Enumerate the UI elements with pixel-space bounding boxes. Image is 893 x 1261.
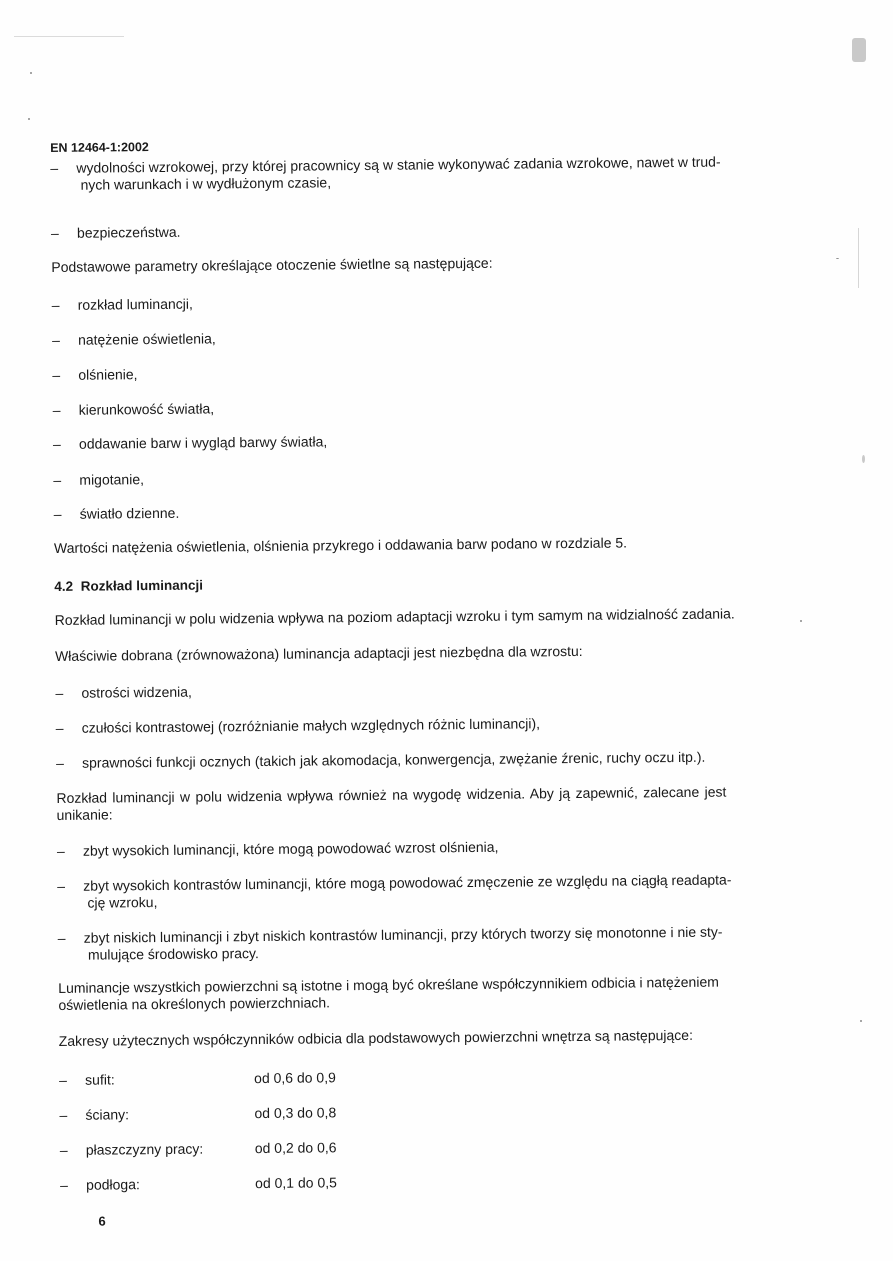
scan-speckle bbox=[28, 118, 30, 120]
list-item-continuation: cję wzroku, bbox=[87, 894, 158, 911]
scan-speckle bbox=[800, 620, 802, 622]
list-item-continuation: nych warunkach i w wydłużonym czasie, bbox=[80, 174, 332, 193]
reflectance-row: – ściany: bbox=[59, 1106, 130, 1123]
reflectance-row: – płaszczyzny pracy: bbox=[59, 1140, 204, 1158]
list-item: – czułości kontrastowej (rozróżnianie małych względnych różnic luminancji), bbox=[55, 715, 541, 736]
list-item: – zbyt niskich luminancji i zbyt niskich kontrastów luminancji, przy których tworzy się monotonne i nie sty- bbox=[57, 923, 723, 946]
list-item: – olśnienie, bbox=[52, 366, 138, 383]
reflectance-row: – podłoga: bbox=[60, 1176, 140, 1193]
reflectance-row: – sufit: bbox=[59, 1071, 115, 1088]
section-heading: 4.2 Rozkład luminancji bbox=[54, 577, 204, 594]
list-item: – migotanie, bbox=[53, 471, 145, 488]
list-item: – natężenie oświetlenia, bbox=[51, 330, 216, 348]
paragraph-continuation: oświetlenia na określonych powierzchniach. bbox=[58, 994, 331, 1013]
paragraph: Podstawowe parametry określające otoczenie świetlne są następujące: bbox=[51, 254, 493, 275]
page-number: 6 bbox=[98, 1213, 106, 1229]
reflectance-range: od 0,3 do 0,8 bbox=[254, 1104, 337, 1122]
scan-speckle bbox=[860, 1020, 862, 1022]
list-item: – zbyt wysokich kontrastów luminancji, które mogą powodować zmęczenie ze względu na ciągłą readapta- bbox=[57, 871, 732, 894]
document-header: EN 12464-1:2002 bbox=[50, 140, 149, 155]
list-item-continuation: mulujące środowisko pracy. bbox=[87, 945, 259, 963]
list-item: – wydolności wzrokowej, przy której pracownicy są w stanie wykonywać zadania wzrokowe, nawet w trud- bbox=[50, 153, 721, 176]
paragraph: Rozkład luminancji w polu widzenia wpływa również na wygodę widzenia. Aby ją zapewnić, zalecane jest bbox=[56, 783, 727, 806]
scan-speckle bbox=[14, 36, 124, 37]
list-item: – ostrości widzenia, bbox=[55, 683, 192, 701]
list-item: – rozkład luminancji, bbox=[51, 295, 193, 313]
paragraph: Zakresy użytecznych współczynników odbicia dla podstawowych powierzchni wnętrza są następujące: bbox=[58, 1026, 693, 1049]
scan-speckle bbox=[30, 72, 32, 74]
list-item: – sprawności funkcji ocznych (takich jak akomodacja, konwergencja, zwężanie źrenic, ruchy oczu itp.). bbox=[55, 748, 706, 771]
paragraph: Właściwie dobrana (zrównoważona) luminancja adaptacji jest niezbędna dla wzrostu: bbox=[54, 642, 583, 664]
scan-speckle bbox=[852, 38, 866, 62]
page-content bbox=[50, 123, 780, 1229]
scan-speckle bbox=[858, 228, 859, 288]
list-item: – zbyt wysokich luminancji, które mogą powodować wzrost olśnienia, bbox=[56, 838, 499, 859]
list-item: – światło dzienne. bbox=[53, 504, 180, 522]
paragraph: Wartości natężenia oświetlenia, olśnienia przykrego i oddawania barw podano w rozdziale 5. bbox=[53, 534, 628, 556]
scan-speckle bbox=[836, 258, 839, 259]
reflectance-range: od 0,6 do 0,9 bbox=[254, 1069, 336, 1087]
reflectance-range: od 0,1 do 0,5 bbox=[255, 1174, 337, 1192]
reflectance-range: od 0,2 do 0,6 bbox=[254, 1139, 337, 1157]
list-item: – kierunkowość światła, bbox=[52, 400, 215, 418]
list-item: – oddawanie barw i wygląd barwy światła, bbox=[52, 433, 328, 452]
list-item: – bezpieczeństwa. bbox=[50, 223, 181, 241]
paragraph: Rozkład luminancji w polu widzenia wpływa na poziom adaptacji wzroku i tym samym na widzialność zadania. bbox=[54, 605, 735, 628]
paragraph-continuation: unikanie: bbox=[56, 806, 113, 823]
paragraph: Luminancje wszystkich powierzchni są istotne i mogą być określane współczynnikiem odbicia i natężeniem bbox=[58, 973, 719, 996]
scan-speckle bbox=[862, 455, 865, 463]
